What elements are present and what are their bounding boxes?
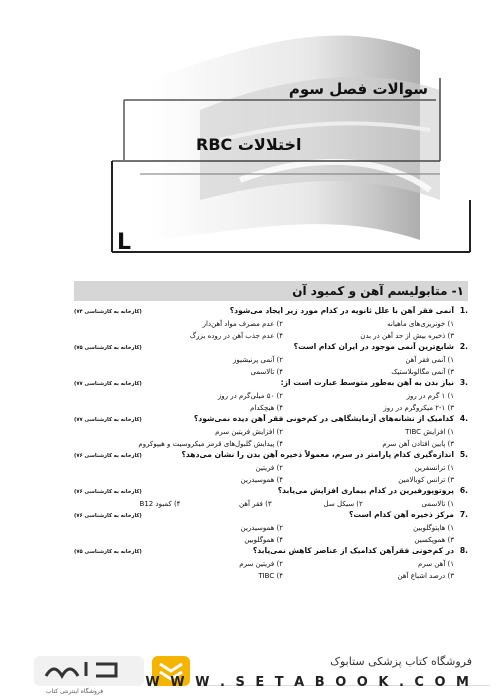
question-text: کدامیک از نشانه‌های آزمایشگاهی در کم‌خونی فقر آهن دیده نمی‌شود؟ xyxy=(193,414,454,423)
option: ۳) آنمی مگالوبلاستیک xyxy=(391,368,454,376)
question-8 xyxy=(74,546,468,582)
option: ۴) هموسیدرین xyxy=(240,476,283,484)
question-source: (کارخانه به کارشناسی ۷۴) xyxy=(74,309,142,315)
option: ۴) هموگلوبین xyxy=(244,536,283,544)
option: ۴) تالاسمی xyxy=(250,368,283,376)
option: ۲) عدم مصرف مواد آهن‌دار xyxy=(202,320,283,328)
option: ۳) ترانس کوبالامین xyxy=(398,476,454,484)
option: ۲) ۵۰ میلی‌گرم در روز xyxy=(217,392,283,400)
question-list xyxy=(74,306,468,582)
question-text: آنمی فقر آهن با علل ثانویه در کدام مورد زیر ایجاد می‌شود؟ xyxy=(229,306,454,315)
question-number: .4 xyxy=(459,414,468,423)
question-source: (کارخانه به کارشناسی ۷۶) xyxy=(74,489,142,495)
option: ۱) هاپتوگلوبین xyxy=(413,524,454,532)
question-number: .5 xyxy=(459,450,468,459)
section-subheading: ۱- متابولیسم آهن و کمبود آن xyxy=(74,281,468,301)
option: ۱) ترانسفرین xyxy=(414,464,454,472)
question-text: در کم‌خونی فقرآهن کدامیک از عناصر کاهش نمی‌یابد؟ xyxy=(252,546,454,555)
question-4 xyxy=(74,414,468,450)
option: ۴) کمبود B12 xyxy=(139,500,181,508)
option: ۳) درصد اشباع آهن xyxy=(397,572,454,580)
question-source: (کارخانه به کارشناسی ۷۶) xyxy=(74,513,142,519)
question-number: .3 xyxy=(459,378,468,387)
question-7 xyxy=(74,510,468,546)
option: ۲) آنمی پرنیشیوز xyxy=(233,356,283,364)
option: ۲) افزایش فریتین سرم xyxy=(215,428,283,436)
option: ۴) TIBC xyxy=(258,572,283,580)
question-text: اندازه‌گیری کدام پارامتر در سرم، معمولاً ذخیره آهن بدن را نشان می‌دهد؟ xyxy=(181,450,454,459)
option: ۳) هموپکسین xyxy=(414,536,454,544)
question-source: (کارخانه به کارشناسی ۷۵) xyxy=(74,345,142,351)
option: ۲) فریتین سرم xyxy=(239,560,283,568)
question-number: .6 xyxy=(459,486,468,495)
option: ۴) عدم جذب آهن در روده بزرگ xyxy=(189,332,283,340)
logo-caption: فروشگاه اینترنتی کتاب xyxy=(46,688,104,695)
question-number: .2 xyxy=(459,342,468,351)
option: ۳) پایین افتادن آهن سرم xyxy=(382,440,454,448)
question-text: نیاز بدن به آهن به‌طور متوسط عبارت است از: xyxy=(280,378,454,387)
option: ۲) فریتین xyxy=(255,464,283,472)
option: ۱) آهن سرم xyxy=(418,560,454,568)
option: ۲) هموسیدرین xyxy=(240,524,283,532)
option: ۱) ۱ گرم در روز xyxy=(406,392,454,400)
question-1 xyxy=(74,306,468,342)
option: ۱) افزایش TIBC xyxy=(405,428,454,436)
question-source: (کارخانه به کارشناسی ۷۶) xyxy=(74,453,142,459)
chapter-letter: L xyxy=(117,230,132,255)
option: ۴) هیچکدام xyxy=(250,404,283,412)
option: ۳) ۲-۱ میکروگرم در روز xyxy=(383,404,454,412)
question-5 xyxy=(74,450,468,486)
question-text: شایع‌ترین آنمی موجود در ایران کدام است؟ xyxy=(293,342,454,351)
option: ۱) تالاسمی xyxy=(421,500,454,508)
section-title: اختلالات RBC xyxy=(196,135,302,154)
question-3 xyxy=(74,378,468,414)
question-2 xyxy=(74,342,468,378)
option: ۳) ذخیره بیش از حد آهن در بدن xyxy=(360,332,454,340)
question-number: .1 xyxy=(459,306,468,315)
question-source: (کارخانه به کارشناسی ۷۵) xyxy=(74,549,142,555)
question-6 xyxy=(74,486,468,510)
store-name: فروشگاه کتاب پزشکی ستابوک xyxy=(330,655,472,668)
chapter-title: سوالات فصل سوم xyxy=(288,80,428,98)
question-source: (کارخانه به کارشناسی ۷۷) xyxy=(74,417,142,423)
option: ۲) سیکل سل xyxy=(323,500,363,508)
question-number: .8 xyxy=(459,546,468,555)
option: ۴) پیدایش گلبول‌های قرمز میکروسیت و هیپوکروم xyxy=(138,440,283,448)
question-text: پروتوپورفیرین در کدام بیماری افزایش می‌یابد؟ xyxy=(277,486,454,495)
question-text: مرکز ذخیره آهن کدام است؟ xyxy=(348,510,454,519)
question-source: (کارخانه به کارشناسی ۷۷) xyxy=(74,381,142,387)
option: ۱) خونریزی‌های ماهیانه xyxy=(387,320,454,328)
option: ۳) فقر آهن xyxy=(238,500,272,508)
option: ۱) آنمی فقر آهن xyxy=(405,356,454,364)
question-number: .7 xyxy=(459,510,468,519)
store-url[interactable]: W W W . S E T A B O O K . C O M xyxy=(145,675,472,690)
